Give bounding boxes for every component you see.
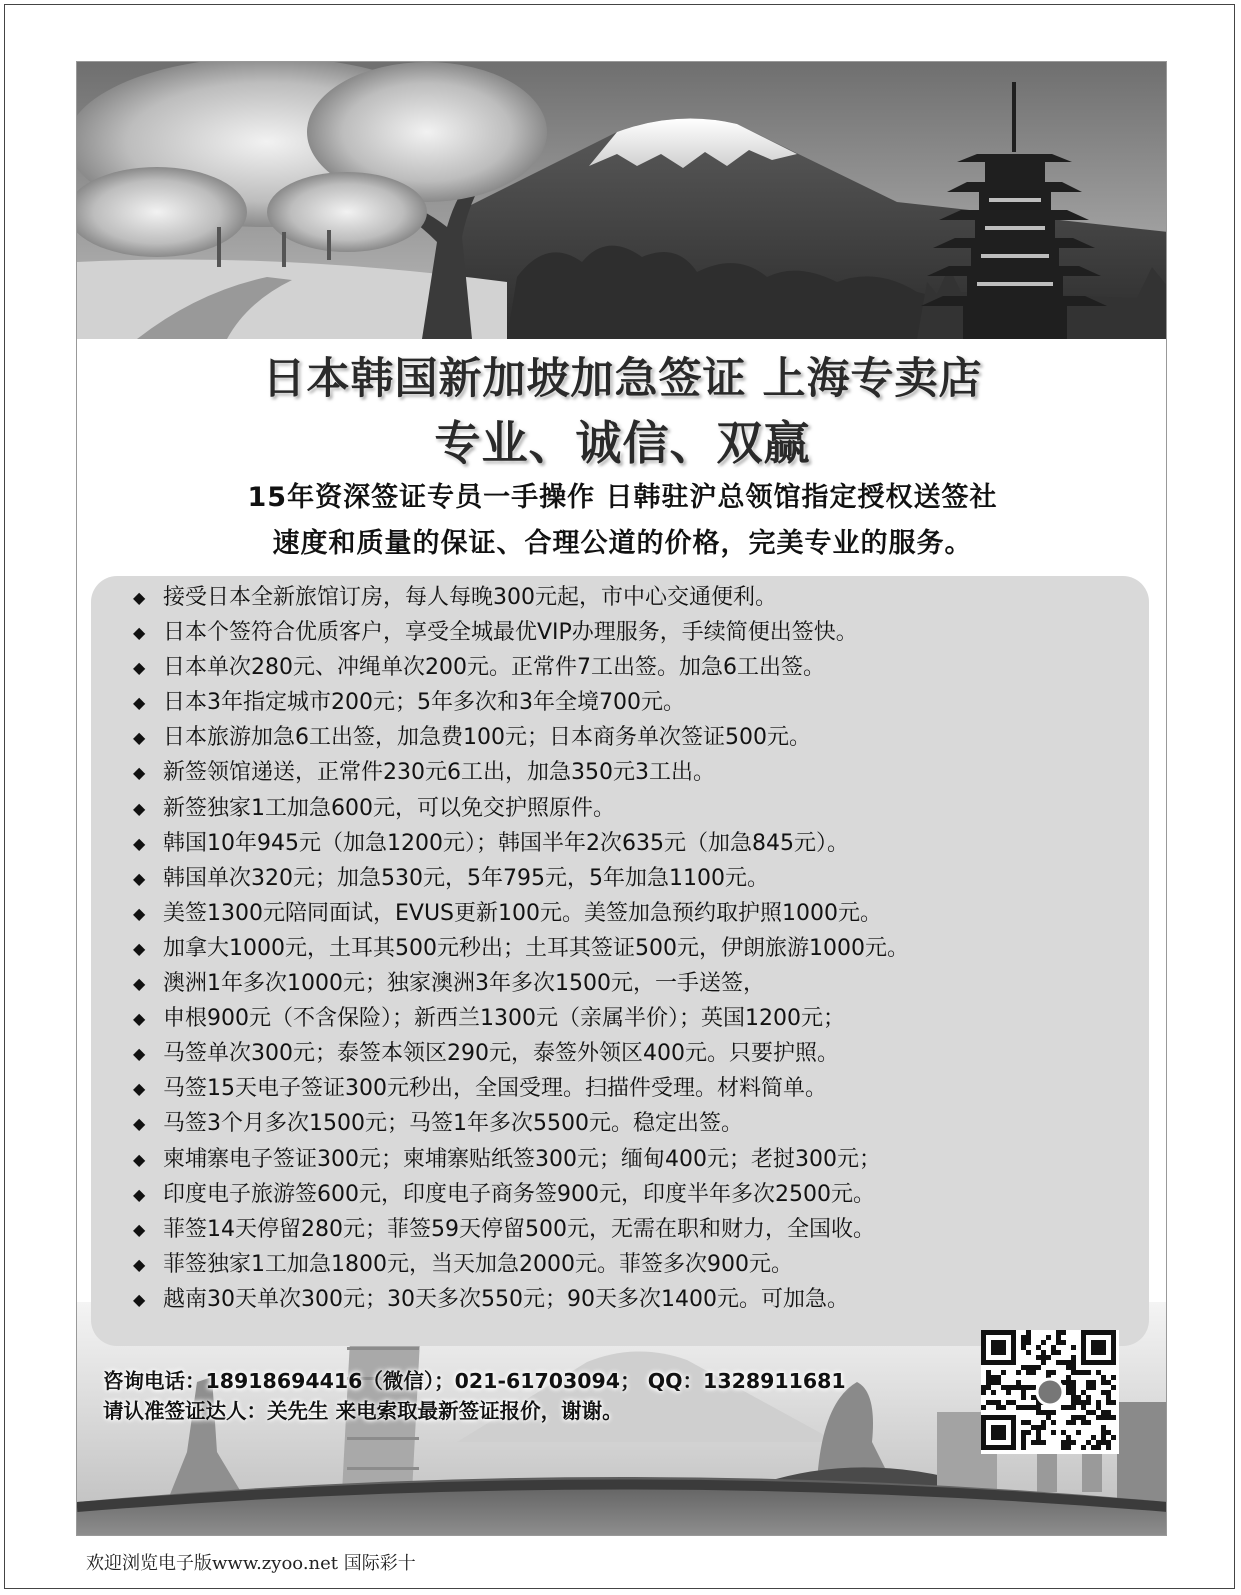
list-item-text: 日本单次280元、冲绳单次200元。正常件7工出签。加急6工出签。: [163, 655, 825, 681]
list-item: [133, 1212, 1133, 1247]
list-item-text: 新签领馆递送，正常件230元6工出，加急350元3工出。: [163, 760, 715, 786]
list-item-text: 韩国单次320元；加急530元，5年795元，5年加急1100元。: [163, 865, 769, 891]
list-item: [133, 861, 1133, 896]
list-item: [133, 1036, 1133, 1071]
visa-advertisement: [76, 61, 1167, 1536]
diamond-bullet-icon: ◆: [133, 798, 146, 818]
list-item: [133, 615, 1133, 650]
list-item: [133, 1106, 1133, 1141]
diamond-bullet-icon: ◆: [133, 1254, 146, 1274]
list-item: [133, 1001, 1133, 1036]
subheadline-line-1: 15年资深签证专员一手操作 日韩驻沪总领馆指定授权送签社: [247, 482, 998, 513]
list-item-text: 接受日本全新旅馆订房，每人每晚300元起，市中心交通便利。: [163, 585, 777, 610]
list-item: [133, 650, 1133, 685]
list-item: [133, 1142, 1133, 1177]
diamond-bullet-icon: ◆: [133, 588, 146, 607]
banner-illustration: [77, 62, 1167, 339]
service-price-list: [133, 580, 1133, 1317]
list-item: [133, 580, 1133, 615]
list-item-text: 菲签独家1工加急1800元，当天加急2000元。菲签多次900元。: [163, 1251, 793, 1277]
list-item: [133, 685, 1133, 720]
list-item: [133, 720, 1133, 755]
footer-caption: 欢迎浏览电子版www.zyoo.net 国际彩十: [86, 1553, 416, 1574]
contact-phone-line: 咨询电话：18918694416（微信）；021-61703094； QQ：1328911681: [103, 1369, 846, 1393]
list-item: [133, 966, 1133, 1001]
contact-agent-line: 请认准签证达人：关先生 来电索取最新签证报价，谢谢。: [103, 1399, 623, 1423]
diamond-bullet-icon: ◆: [133, 938, 146, 958]
list-item-text: 马签15天电子签证300元秒出，全国受理。扫描件受理。材料简单。: [163, 1076, 827, 1102]
list-item: [133, 896, 1133, 931]
list-item-text: 加拿大1000元，土耳其500元秒出；土耳其签证500元，伊朗旅游1000元。: [163, 935, 909, 961]
list-item: [133, 826, 1133, 861]
list-item-text: 柬埔寨电子签证300元；柬埔寨贴纸签300元；缅甸400元；老挝300元；: [163, 1146, 881, 1172]
list-item: [133, 1071, 1133, 1106]
diamond-bullet-icon: ◆: [133, 623, 146, 643]
list-item: [133, 1282, 1133, 1317]
diamond-bullet-icon: ◆: [133, 1184, 146, 1204]
list-item-text: 日本3年指定城市200元；5年多次和3年全境700元。: [163, 690, 685, 716]
headline-slogan: 专业、诚信、双赢: [434, 416, 811, 470]
diamond-bullet-icon: ◆: [133, 1009, 146, 1029]
diamond-bullet-icon: ◆: [133, 693, 146, 713]
diamond-bullet-icon: ◆: [133, 833, 146, 853]
list-item-text: 申根900元（不含保险）；新西兰1300元（亲属半价）；英国1200元；: [163, 1006, 845, 1032]
list-item-text: 新签独家1工加急600元，可以免交护照原件。: [163, 795, 615, 821]
diamond-bullet-icon: ◆: [133, 1044, 146, 1064]
list-item-text: 澳洲1年多次1000元；独家澳洲3年多次1500元，一手送签，: [163, 971, 765, 997]
list-item: [133, 1247, 1133, 1282]
list-item: [133, 1177, 1133, 1212]
diamond-bullet-icon: ◆: [133, 728, 146, 748]
qr-code-graphic: [981, 1330, 1119, 1454]
diamond-bullet-icon: ◆: [133, 1289, 146, 1309]
diamond-bullet-icon: ◆: [133, 1149, 146, 1169]
list-item-text: 日本个签符合优质客户，享受全城最优VIP办理服务，手续简便出签快。: [163, 620, 858, 646]
list-item-text: 印度电子旅游签600元，印度电子商务签900元，印度半年多次2500元。: [163, 1181, 875, 1207]
list-item-text: 菲签14天停留280元；菲签59天停留500元，无需在职和财力，全国收。: [163, 1216, 875, 1242]
diamond-bullet-icon: ◆: [133, 868, 146, 888]
list-item-text: 越南30天单次300元；30天多次550元；90天多次1400元。可加急。: [163, 1286, 849, 1312]
list-item-text: 马签单次300元；泰签本领区290元，泰签外领区400元。只要护照。: [163, 1041, 839, 1067]
diamond-bullet-icon: ◆: [133, 763, 146, 783]
list-item-text: 日本旅游加急6工出签，加急费100元；日本商务单次签证500元。: [163, 725, 811, 751]
qr-code: [981, 1330, 1119, 1454]
banner-photo: [77, 62, 1167, 339]
diamond-bullet-icon: ◆: [133, 658, 146, 678]
diamond-bullet-icon: ◆: [133, 974, 146, 994]
diamond-bullet-icon: ◆: [133, 1079, 146, 1099]
diamond-bullet-icon: ◆: [133, 1219, 146, 1239]
list-item: [133, 931, 1133, 966]
list-item-text: 韩国10年945元（加急1200元）；韩国半年2次635元（加急845元）。: [163, 830, 849, 856]
headline-title: 日本韩国新加坡加急签证 上海专卖店: [262, 354, 983, 404]
subheadline-line-2: 速度和质量的保证、合理公道的价格，完美专业的服务。: [272, 528, 973, 559]
list-item: [133, 755, 1133, 790]
list-item: [133, 791, 1133, 826]
list-item-text: 美签1300元陪同面试，EVUS更新100元。美签加急预约取护照1000元。: [163, 900, 882, 926]
list-item-text: 马签3个月多次1500元；马签1年多次5500元。稳定出签。: [163, 1111, 743, 1137]
diamond-bullet-icon: ◆: [133, 903, 146, 923]
diamond-bullet-icon: ◆: [133, 1114, 146, 1134]
